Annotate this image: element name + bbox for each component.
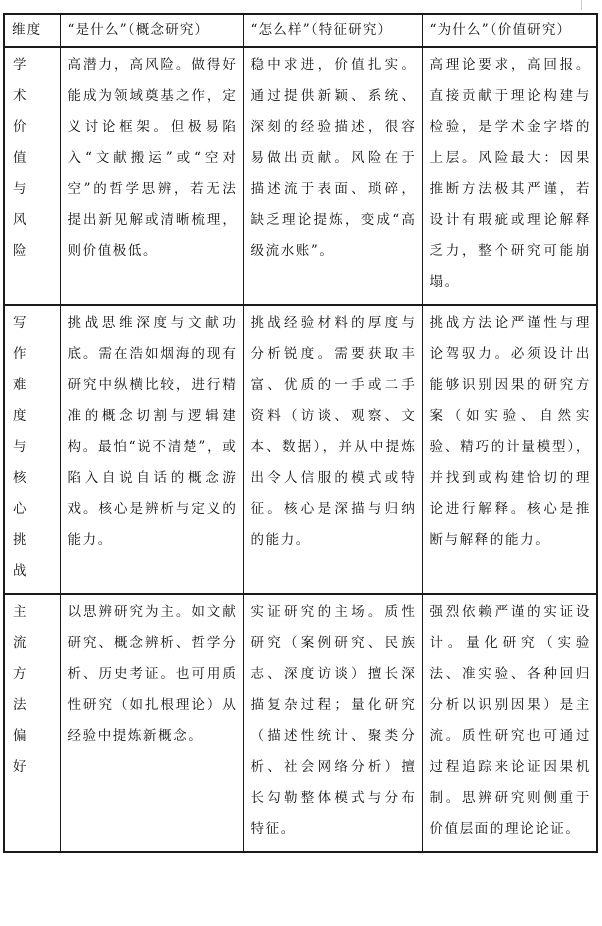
header-how-feature: “怎么样”（特征研究） bbox=[243, 14, 422, 47]
header-why-value: “为什么”（价值研究） bbox=[422, 14, 597, 47]
header-what-concept: “是什么”（概念研究） bbox=[60, 14, 243, 47]
row-dimension-label: 写作难度与核心挑战 bbox=[4, 305, 60, 594]
table-row-method-preference bbox=[4, 594, 597, 852]
table-cell: 强烈依赖严谨的实证设计。量化研究（实验法、准实验、各种回归分析以识别因果）是主流。质性研究也可通过过程追踪来论证因果机制。思辨研究则侧重于价值层面的理论论证。 bbox=[422, 594, 597, 852]
table-cell: 实证研究的主场。质性研究（案例研究、民族志、深度访谈）擅长深描复杂过程；量化研究（描述性统计、聚类分析、社会网络分析）擅长勾勒整体模式与分布特征。 bbox=[243, 594, 422, 852]
table-cell: 高理论要求，高回报。直接贡献于理论构建与检验，是学术金字塔的上层。风险最大：因果推断方法极其严谨，若设计有瑕疵或理论解释乏力，整个研究可能崩塌。 bbox=[422, 47, 597, 305]
table-cell: 以思辨研究为主。如文献研究、概念辨析、哲学分析、历史考证。也可用质性研究（如扎根理论）从经验中提炼新概念。 bbox=[60, 594, 243, 852]
table-row-academic-value bbox=[4, 47, 597, 305]
table-cell: 挑战经验材料的厚度与分析锐度。需要获取丰富、优质的一手或二手资料（访谈、观察、文本、数据），并从中提炼出令人信服的模式或特征。核心是深描与归纳的能力。 bbox=[243, 305, 422, 594]
table-row-writing-difficulty bbox=[4, 305, 597, 594]
row-dimension-label: 主流方法偏好 bbox=[4, 594, 60, 852]
table-header-row bbox=[4, 14, 597, 47]
table-cell: 稳中求进，价值扎实。通过提供新颖、系统、深刻的经验描述，很容易做出贡献。风险在于描述流于表面、琐碎，缺乏理论提炼，变成“高级流水账”。 bbox=[243, 47, 422, 305]
table-cell: 挑战思维深度与文献功底。需在浩如烟海的现有研究中纵横比较，进行精准的概念切割与逻辑建构。最怕“说不清楚”，或陷入自说自话的概念游戏。核心是辨析与定义的能力。 bbox=[60, 305, 243, 594]
table-cell: 挑战方法论严谨性与理论驾驭力。必须设计出能够识别因果的研究方案（如实验、自然实验、精巧的计量模型），并找到或构建恰切的理论进行解释。核心是推断与解释的能力。 bbox=[422, 305, 597, 594]
header-dimension: 维度 bbox=[4, 14, 60, 47]
table-cell: 高潜力，高风险。做得好能成为领域奠基之作，定义讨论框架。但极易陷入“文献搬运”或“空对空”的哲学思辨，若无法提出新见解或清晰梳理，则价值极低。 bbox=[60, 47, 243, 305]
row-dimension-label: 学术价值与风险 bbox=[4, 47, 60, 305]
page-corner-mark bbox=[581, 0, 582, 10]
comparison-table bbox=[3, 13, 598, 853]
